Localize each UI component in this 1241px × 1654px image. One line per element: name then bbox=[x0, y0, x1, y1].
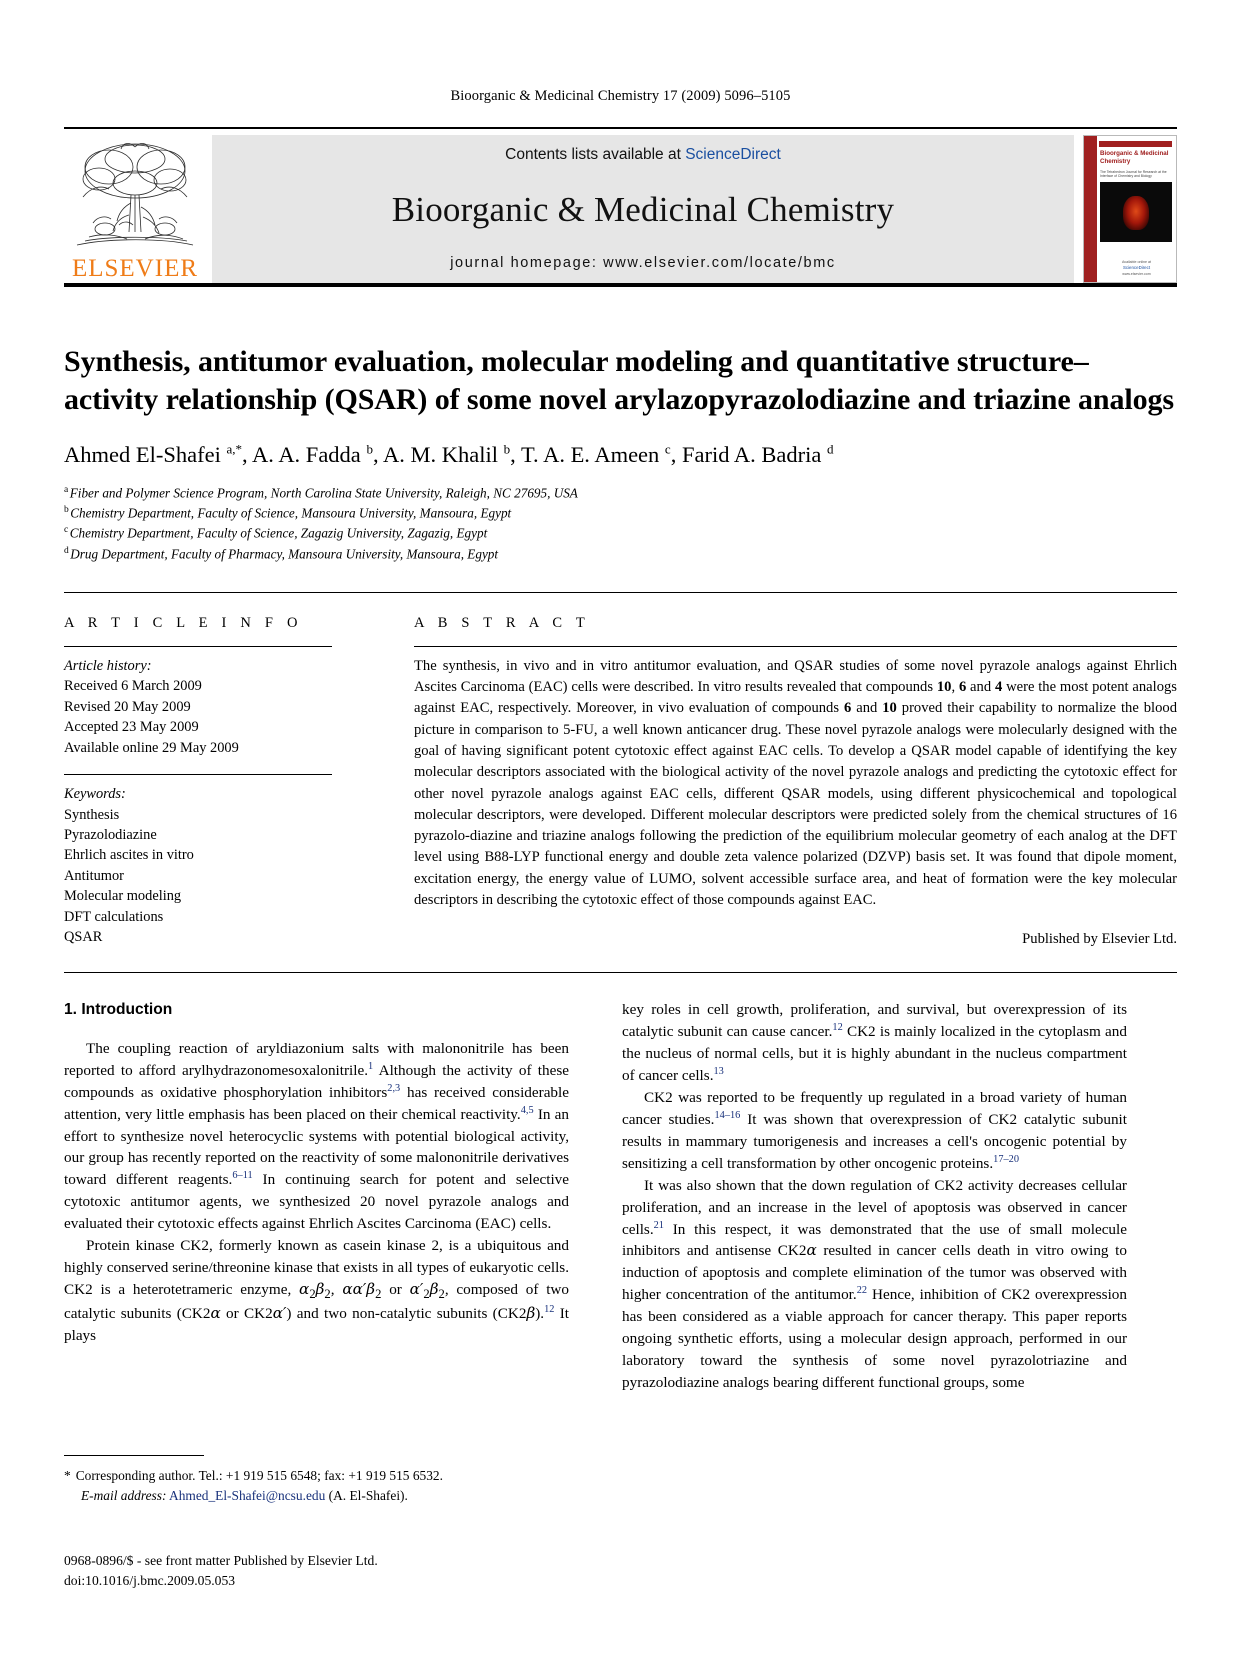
affiliation-item bbox=[64, 483, 1177, 503]
affiliation-text: Chemistry Department, Faculty of Science, Zagazig University, Zagazig, Egypt bbox=[69, 525, 488, 541]
journal-cover-thumbnail bbox=[1083, 135, 1177, 283]
affiliation-item bbox=[64, 523, 1177, 543]
article-history-group bbox=[64, 656, 332, 758]
abstract-text: The synthesis, in vivo and in vitro antitumor evaluation, and QSAR studies of some novel pyrazole analogs against Ehrlich Ascites Carcinoma (EAC) cells were described. In vitro results revealed that compounds 10, 6 and 4 were the most potent analogs against EAC, respectively. Moreover, in vivo evaluation of compounds 6 and 10 proved their capability to normalize the blood picture in comparison to 5-FU, a well known anticancer drug. These novel pyrazole analogs were molecularly designed with the goal of having significant potent cytotoxic effect against EAC cells. To develop a QSAR model capable of identifying the key molecular descriptors associated with the biological activity of the novel pyrazole analogs and predicting the cytotoxic effect for other novel pyrazole analogs against EAC cells, different QSAR models, using different physicochemical and topological molecular descriptors, were developed. Different molecular descriptors were predicted solely from the chemical structures of 16 pyrazolo-diazine and triazine analogs following the prediction of the equilibrium molecular geometry of each analog at the DFT level using B88-LYP functional energy and double zeta valence polarized (DZVP) basis set. It was found that dipole moment, excitation energy, the energy value of LUMO, solvent accessible surface area, and heat of formation were the key molecular descriptors in describing the cytotoxic effect of those compounds against EAC. bbox=[414, 657, 1177, 909]
info-abstract-section bbox=[64, 592, 1177, 949]
cover-top-band bbox=[1099, 141, 1172, 147]
sciencedirect-link[interactable]: ScienceDirect bbox=[685, 146, 781, 163]
affiliation-marker: d bbox=[64, 545, 69, 556]
article-history-label: Article history: bbox=[64, 657, 152, 674]
journal-homepage[interactable]: journal homepage: www.elsevier.com/locate/bmc bbox=[450, 255, 836, 271]
doi-line: doi:10.1016/j.bmc.2009.05.053 bbox=[64, 1573, 236, 1589]
email-address-label: E-mail address: bbox=[81, 1487, 167, 1503]
published-by-line: Published by Elsevier Ltd. bbox=[1022, 931, 1177, 948]
elsevier-logo bbox=[64, 135, 206, 283]
elsevier-wordmark: ELSEVIER bbox=[71, 255, 199, 282]
footnote-email-line bbox=[64, 1486, 569, 1506]
affiliation-item bbox=[64, 503, 1177, 523]
keyword-item: QSAR bbox=[64, 929, 103, 946]
cover-footer-publisher: Available online at bbox=[1121, 259, 1152, 264]
body-top-rule bbox=[64, 972, 1177, 973]
keyword-item: Pyrazolodiazine bbox=[64, 826, 157, 843]
cover-footer bbox=[1100, 260, 1173, 277]
paragraph: CK2 was reported to be frequently up regulated in a broad variety of human cancer studies.$^{14-16}$ It was shown that overexpression of CK2 catalytic subunit results in mammary tumorigenesis and increases a cell's oncogenic potential by sensitizing a cell transformation by other oncogenic proteins.$^{17-20}$ bbox=[622, 1089, 1127, 1172]
affiliation-list bbox=[64, 483, 1177, 564]
affiliation-text: Chemistry Department, Faculty of Science, Mansoura University, Mansoura, Egypt bbox=[70, 505, 512, 521]
keyword-item: Antitumor bbox=[64, 867, 124, 884]
history-item: Received 6 March 2009 bbox=[64, 678, 202, 695]
contents-prefix: Contents lists available at bbox=[505, 146, 686, 163]
info-spacer bbox=[64, 758, 332, 774]
article-info-rule bbox=[64, 646, 332, 647]
cover-artwork-shape bbox=[1123, 196, 1149, 230]
article-info-column bbox=[64, 615, 360, 949]
email-owner: (A. El-Shafei). bbox=[328, 1487, 408, 1503]
cover-subtitle: The Tetrahedron Journal for Research at the Interface of Chemistry and Biology bbox=[1100, 170, 1167, 179]
keywords-label: Keywords: bbox=[64, 786, 126, 803]
author-list: Ahmed El-Shafei $^{a,*}$, A. A. Fadda $^b$, A. M. Khalil $^b$, T. A. E. Ameen $^c$, Farid A. Badria $^d$ bbox=[64, 441, 834, 467]
keyword-item: Synthesis bbox=[64, 806, 120, 823]
abstract-rule bbox=[414, 646, 1177, 647]
page-title: Synthesis, antitumor evaluation, molecular modeling and quantitative structure–activity relationship (QSAR) of some novel arylazopyrazolodiazine and triazine analogs bbox=[64, 345, 1174, 417]
keywords-group bbox=[64, 784, 332, 948]
running-head: Bioorganic & Medicinal Chemistry 17 (2009) 5096–5105 bbox=[450, 88, 791, 104]
footnote-area bbox=[64, 1455, 569, 1505]
cover-footer-sciencedirect: ScienceDirect bbox=[1122, 265, 1151, 270]
contents-available-line bbox=[505, 146, 781, 164]
affiliation-text: Drug Department, Faculty of Pharmacy, Mansoura University, Mansoura, Egypt bbox=[70, 545, 499, 561]
issn-front-matter: 0968-0896/$ - see front matter Published by Elsevier Ltd. bbox=[64, 1553, 378, 1568]
affiliation-item bbox=[64, 544, 1177, 564]
elsevier-tree-icon bbox=[69, 137, 201, 255]
paragraph: key roles in cell growth, proliferation, and survival, but overexpression of its catalytic subunit can cause cancer.$^{12}$ CK2 is mainly localized in the cytoplasm and the nucleus of normal cells, but it is highly abundant in the nucleus compartment of cancer cells.$^{13}$ bbox=[622, 1001, 1127, 1085]
footnote-rule bbox=[64, 1455, 204, 1456]
journal-title: Bioorganic & Medicinal Chemistry bbox=[391, 189, 895, 229]
cover-spine bbox=[1084, 136, 1097, 282]
email-link[interactable]: Ahmed_El-Shafei@ncsu.edu bbox=[169, 1487, 326, 1503]
body-column-left bbox=[64, 999, 569, 1393]
history-item: Available online 29 May 2009 bbox=[64, 739, 239, 756]
cover-footer-url: www.elsevier.com bbox=[1122, 271, 1151, 276]
masthead-center-panel bbox=[212, 135, 1074, 283]
cover-title: Bioorganic & Medicinal Chemistry bbox=[1100, 150, 1169, 165]
body-columns bbox=[64, 999, 1177, 1393]
affiliation-marker: a bbox=[64, 485, 69, 496]
corresponding-author-note bbox=[64, 1466, 569, 1505]
footnote-line bbox=[64, 1466, 569, 1486]
body-column-right bbox=[622, 999, 1127, 1393]
paragraph: Protein kinase CK2, formerly known as casein kinase 2, is a ubiquitous and highly conserved serine/threonine kinase that exists in all types of eukaryotic cells. CK2 is a heterotetrameric enzyme, $\alpha_2\beta_2$, $\alpha\alpha'\beta_2$ or $\alpha'_2\beta_2$, composed of two catalytic subunits (CK2α or CK2α′) and two non-catalytic subunits (CK2β).$^{12}$ It plays bbox=[64, 1237, 569, 1345]
history-item: Accepted 23 May 2009 bbox=[64, 719, 199, 736]
title-block bbox=[64, 343, 1177, 564]
journal-masthead bbox=[64, 127, 1177, 283]
cover-artwork bbox=[1100, 182, 1172, 242]
paragraph: It was also shown that the down regulation of CK2 activity decreases cellular proliferation, and an increase in the level of apoptosis was observed in cancer cells.$^{21}$ In this respect, it was demonstrated that the use of small molecule inhibitors and antisense CK2α resulted in cancer cells death in vitro owing to induction of apoptosis and complete elimination of the tumor was observed with higher concentration of the antitumor.$^{22}$ Hence, inhibition of CK2 overexpression has been considered as a viable approach for cancer therapy. This paper reports ongoing synthetic efforts, using a molecular design approach, performed in our laboratory toward the synthesis of some novel pyrazolotriazine and pyrazolodiazine analogs bearing different functional groups, some bbox=[622, 1176, 1127, 1391]
keyword-item: Molecular modeling bbox=[64, 888, 182, 905]
keyword-item: Ehrlich ascites in vitro bbox=[64, 847, 194, 864]
affiliation-marker: c bbox=[64, 525, 69, 536]
section-heading-introduction: 1. Introduction bbox=[64, 1001, 173, 1019]
article-info-heading: A R T I C L E I N F O bbox=[64, 614, 303, 631]
keywords-rule bbox=[64, 774, 332, 775]
paragraph: The coupling reaction of aryldiazonium salts with malononitrile has been reported to afford arylhydrazonomesoxalonitrile.$^1$ Although the activity of these compounds as oxidative phosphorylation inhibitors$^{2,3}$ has received considerable attention, very little emphasis has been placed on their chemical reactivity.$^{4,5}$ In an effort to synthesize novel heterocyclic systems with potential biological activity, our group has recently reported on the reactivity of some malononitrile derivatives toward different reagents.$^{6-11}$ In continuing search for potent and selective cytotoxic antitumor agents, we synthesized 20 novel pyrazole analogs and evaluated their cytotoxic effects against Ehrlich Ascites Carcinoma (EAC) cells. bbox=[64, 1039, 569, 1233]
abstract-column bbox=[360, 615, 1177, 949]
masthead-bottom-rule bbox=[64, 283, 1177, 287]
corresponding-author-text: Corresponding author. Tel.: +1 919 515 6548; fax: +1 919 515 6532. bbox=[75, 1468, 443, 1483]
footnote-marker: * bbox=[64, 1468, 71, 1483]
keyword-item: DFT calculations bbox=[64, 908, 164, 925]
history-item: Revised 20 May 2009 bbox=[64, 698, 191, 715]
affiliation-marker: b bbox=[64, 505, 69, 516]
affiliation-text: Fiber and Polymer Science Program, North Carolina State University, Raleigh, NC 27695, USA bbox=[69, 485, 578, 501]
imprint-block bbox=[64, 1551, 378, 1592]
abstract-heading: A B S T R A C T bbox=[414, 614, 590, 631]
